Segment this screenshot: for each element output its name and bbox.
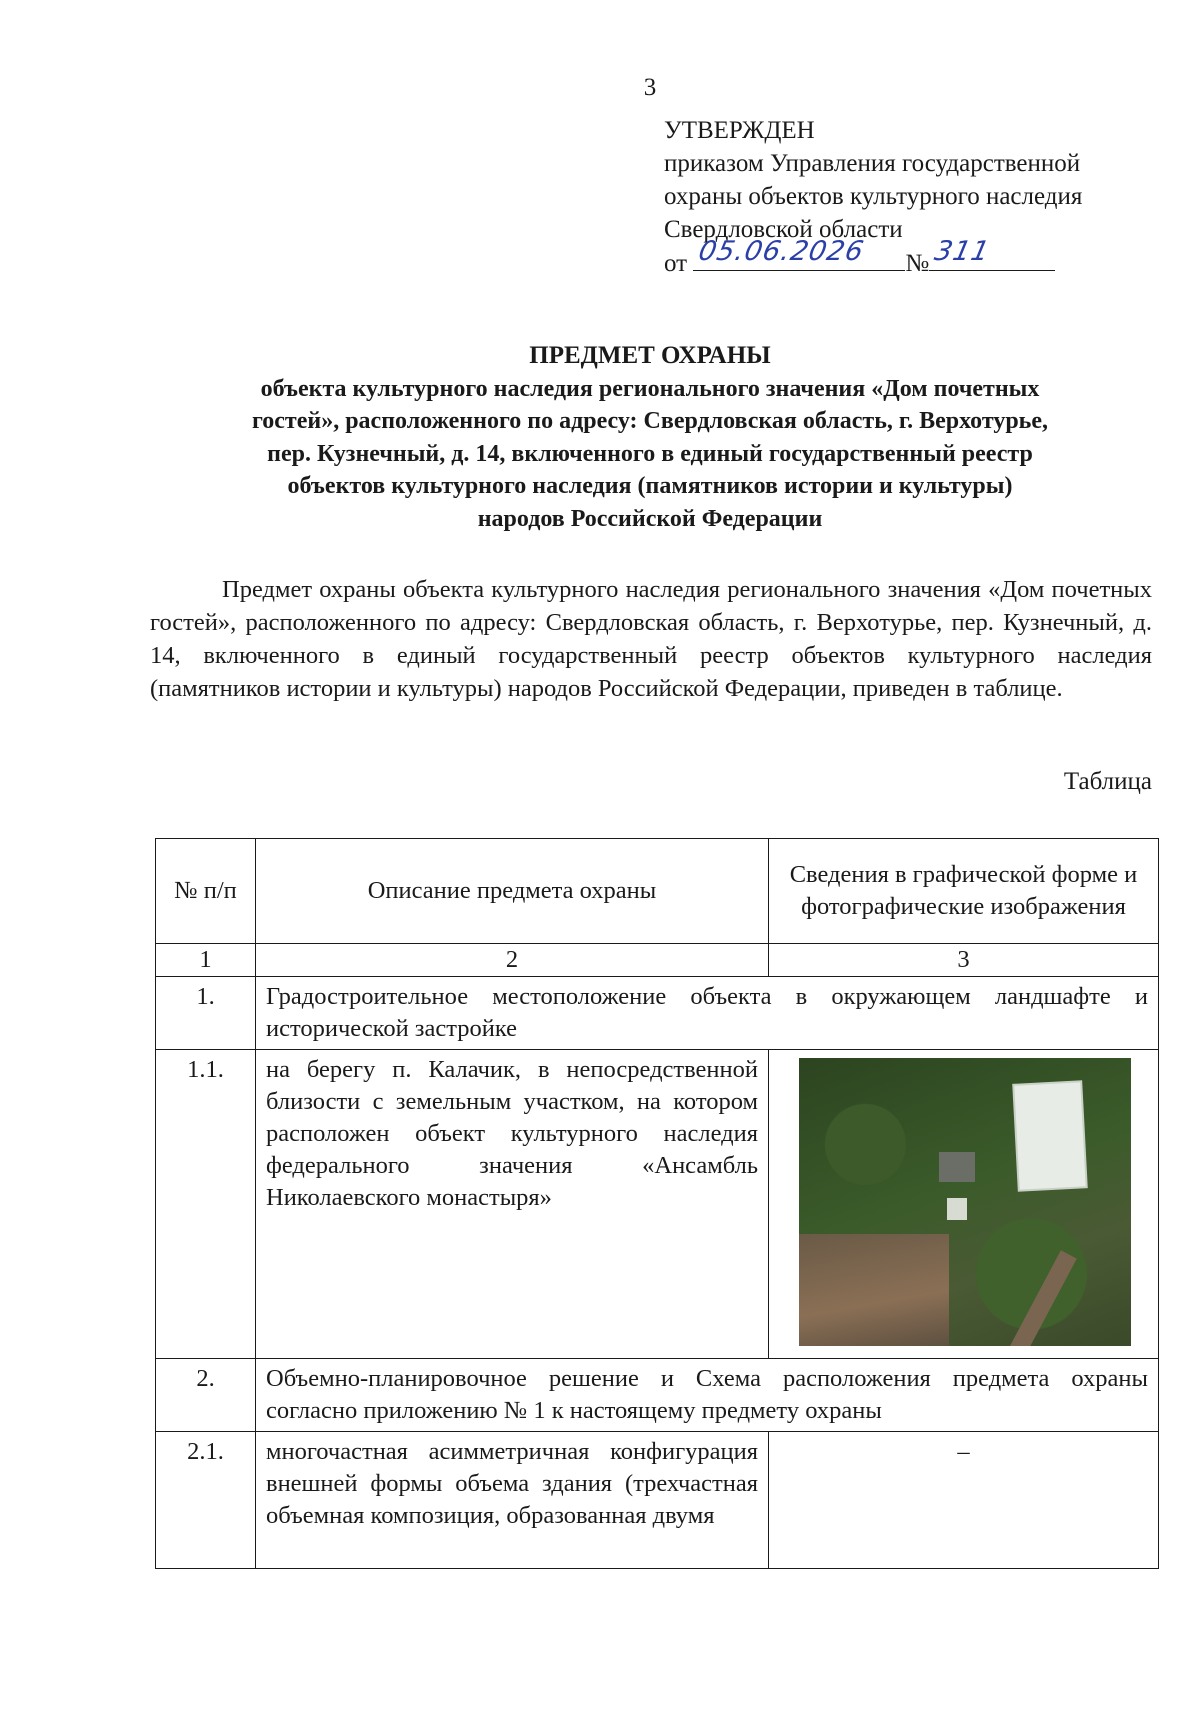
aerial-photo xyxy=(799,1058,1131,1346)
aerial-photo-cell xyxy=(769,1050,1159,1359)
title-line-2: гостей», расположенного по адресу: Свердловская область, г. Верхотурье, xyxy=(251,408,1049,434)
handwritten-number: 311 xyxy=(931,236,994,267)
row-description: на берегу п. Калачик, в непосредственной близости с земельным участком, на котором расположен объект культурного наследия федерального значения «Ансамбль Николаевского монастыря» xyxy=(256,1050,769,1359)
date-prefix: от xyxy=(664,250,688,277)
table-row xyxy=(156,1359,1159,1432)
table-row xyxy=(156,1432,1159,1569)
intro-paragraph: Предмет охраны объекта культурного наследия регионального значения «Дом почетных гостей», расположенного по адресу: Свердловская область, г. Верхотурье, пер. Кузнечный, д. 14, включенного в единый государственный реестр объектов культурного наследия (памятников истории и культуры) народов Российской Федерации, приведен в таблице. xyxy=(150,576,1152,702)
title-line-3: пер. Кузнечный, д. 14, включенного в единый государственный реестр xyxy=(267,440,1033,467)
approval-date-line xyxy=(664,236,1082,280)
handwritten-date: 05.06.2026 xyxy=(696,236,868,267)
table-caption: Таблица xyxy=(1063,768,1152,795)
section-description: Градостроительное местоположение объекта в окружающем ландшафте и исторической застройке xyxy=(256,977,1159,1050)
title-line-4: объектов культурного наследия (памятников истории и культуры) xyxy=(287,473,1013,499)
index-cell-3: 3 xyxy=(769,944,1159,977)
table-index-row xyxy=(156,944,1159,977)
page-number: 3 xyxy=(643,74,657,101)
document-title xyxy=(160,340,1140,535)
approval-heading: УТВЕРЖДЕН xyxy=(664,117,815,144)
title-line-5: народов Российской Федерации xyxy=(477,505,823,532)
index-cell-2: 2 xyxy=(256,944,769,977)
approval-line-1: приказом Управления государственной xyxy=(664,150,1081,177)
header-graphic: Сведения в графической форме и фотографические изображения xyxy=(769,839,1159,944)
table-row xyxy=(156,977,1159,1050)
title-main: ПРЕДМЕТ ОХРАНЫ xyxy=(529,342,771,369)
number-prefix: № xyxy=(905,250,930,277)
header-description: Описание предмета охраны xyxy=(256,839,769,944)
header-num: № п/п xyxy=(156,839,256,944)
approval-line-2: охраны объектов культурного наследия xyxy=(664,183,1083,210)
row-num: 1. xyxy=(156,977,256,1050)
date-blank xyxy=(693,236,905,271)
title-line-1: объекта культурного наследия регионального значения «Дом почетных xyxy=(260,375,1040,402)
approval-line-3: Свердловской области xyxy=(664,216,903,243)
row-description: многочастная асимметричная конфигурация внешней формы объема здания (трехчастная объемная композиция, образованная двумя xyxy=(256,1432,769,1569)
index-cell-1: 1 xyxy=(156,944,256,977)
table-row xyxy=(156,1050,1159,1359)
section-description: Объемно-планировочное решение и Схема расположения предмета охраны согласно приложению № 1 к настоящему предмету охраны xyxy=(256,1359,1159,1432)
row-num: 2.1. xyxy=(156,1432,256,1569)
table-header-row xyxy=(156,839,1159,944)
row-num: 1.1. xyxy=(156,1050,256,1359)
approval-block xyxy=(664,114,1082,280)
number-blank xyxy=(929,236,1055,271)
protection-table xyxy=(155,838,1159,1569)
row-num: 2. xyxy=(156,1359,256,1432)
row-graphic: – xyxy=(769,1432,1159,1569)
